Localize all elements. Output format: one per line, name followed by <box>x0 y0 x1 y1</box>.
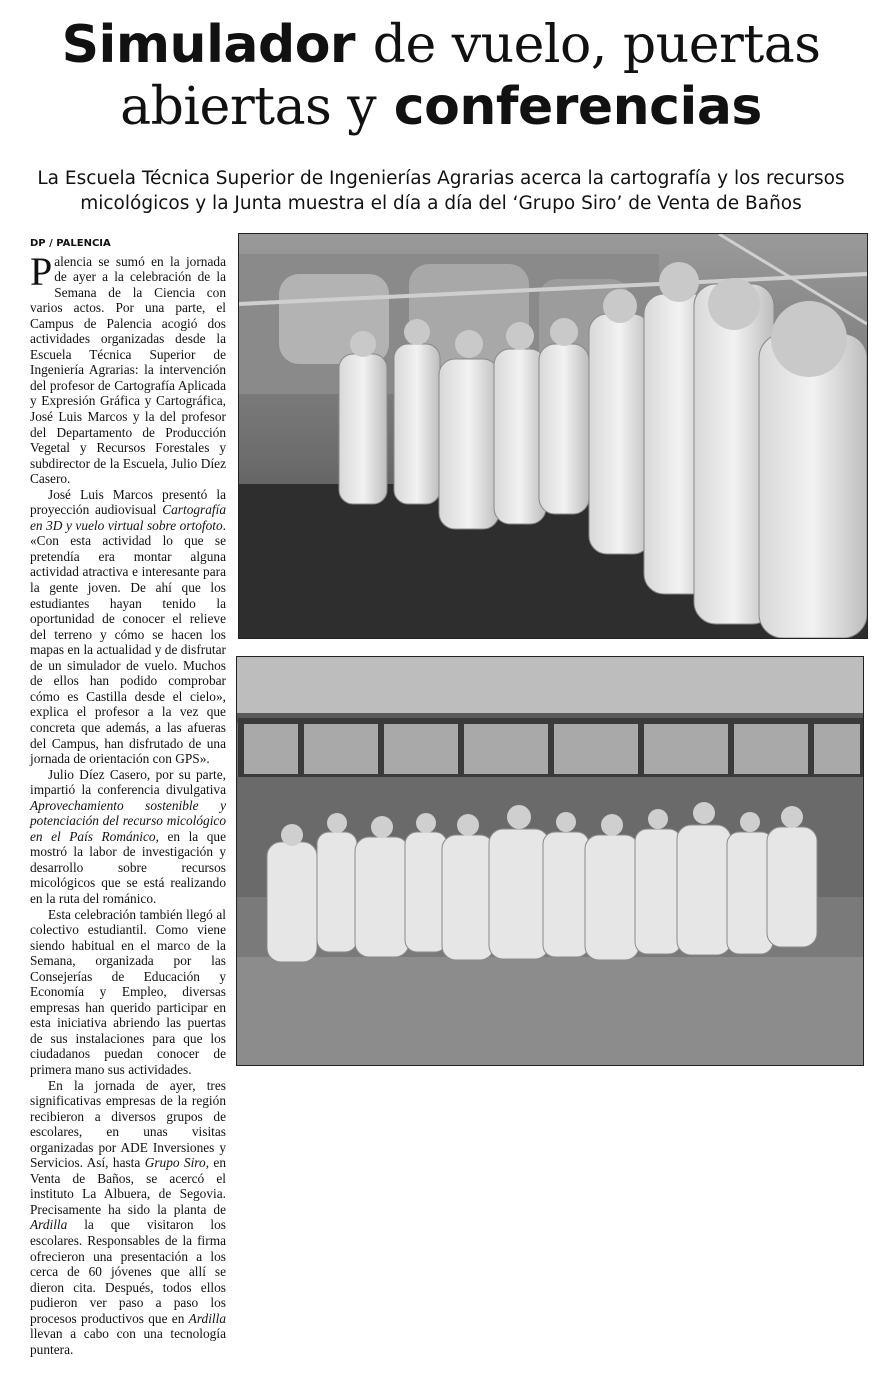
photo-factory-visit <box>238 233 868 639</box>
headline <box>20 14 862 138</box>
paragraph-5-text-c: la que visitaron los escolares. Responsables de la firma ofrecieron una presentación a los cerca de 60 jóvenes que allí se dieron cita. Después, todos ellos pudieron ver paso a paso los procesos productivos que en <box>30 1217 226 1326</box>
brand-name: Ardilla <box>30 1217 68 1233</box>
byline: DP / PALENCIA <box>30 238 111 249</box>
paragraph-3-text-a: Julio Díez Casero, por su parte, impartió la conferencia divulgativa <box>30 766 226 798</box>
headline-line1-rest: de vuelo, puertas <box>372 15 821 75</box>
headline-line2-bold: conferencias <box>393 77 762 137</box>
paragraph-1-text: alencia se sumó en la jornada de ayer a la celebración de la Semana de la Ciencia con varios actos. Por una parte, el Campus de Palencia acogió dos actividades organizadas desde la Escuela Técnica Superior de Ingeniería Agrarias: la intervención del profesor de Cartografía Aplicada y Expresión Gráfica y Cartográfica, José Luis Marcos y la del profesor del Departamento de Producción Vegetal y Recursos Forestales y subdirector de la Escuela, Julio Díez Casero. <box>30 253 226 487</box>
paragraph-3-title: Aprovechamiento sostenible y potenciación del recurso micológico en el País Románico <box>30 797 226 844</box>
paragraph-5-text-a: En la jornada de ayer, tres significativas empresas de la región recibieron a diversos grupos de escolares, en unas visitas organizadas por ADE Inversiones y Servicios. Así, hasta <box>30 1077 226 1171</box>
drop-cap: P <box>30 248 53 294</box>
photo-group-outside-image <box>237 657 863 1065</box>
paragraph-3-text-b: , en la que mostró la labor de investigación y desarrollo sobre recursos micológicos que se está realizando en la ruta del románico. <box>30 828 226 906</box>
article-body <box>30 236 226 1357</box>
paragraph-3 <box>30 767 226 907</box>
company-name: Grupo Siro <box>144 1155 206 1171</box>
brand-name-2: Ardilla <box>188 1310 226 1326</box>
subheadline: La Escuela Técnica Superior de Ingenierías Agrarias acerca la cartografía y los recursos micológicos y la Junta muestra el día a día del ‘Grupo Siro’ de Venta de Baños <box>37 168 845 214</box>
paragraph-5 <box>30 1078 226 1358</box>
paragraph-4: Esta celebración también llegó al colectivo estudiantil. Como viene siendo habitual en el marco de la Semana, organizada por las Consejerías de Educación y Economía y Empleo, diversas empresas han querido participar en esta iniciativa abriendo las puertas de sus instalaciones para que los ciudadanos puedan conocer de primera mano sus actividades. <box>30 906 226 1077</box>
paragraph-5-text-d: llevan a cabo con una tecnología puntera. <box>30 1326 226 1357</box>
paragraph-2-text-a: José Luis Marcos presentó la proyección audiovisual <box>30 486 226 518</box>
paragraph-2-text-b: . «Con esta actividad lo que se pretendía era montar alguna actividad atractiva e interesante para la gente joven. De ahí que los estudiantes hayan tenido la oportunidad de conocer el relieve del terreno y cómo se hacen los mapas en la actualidad y de disfrutar de un simulador de vuelo. Muchos de ellos han podido comprobar cómo es Castilla desde el cielo», explica el profesor a la vez que concreta que además, a las afueras del Campus, han disfrutado de una jornada de orientación con GPS». <box>30 517 226 767</box>
paragraph-2 <box>30 487 226 767</box>
paragraph-1 <box>30 248 226 487</box>
paragraph-5-text-b: , en Venta de Baños, se acercó el instituto La Albuera, de Segovia. Precisamente ha sido la planta de <box>30 1155 226 1217</box>
photo-factory-visit-image <box>239 234 867 638</box>
paragraph-2-title: Cartografía en 3D y vuelo virtual sobre ortofoto <box>30 502 226 533</box>
photo-group-outside <box>236 656 864 1066</box>
headline-line1-bold: Simulador <box>61 15 356 75</box>
headline-line2-rest: abiertas y <box>120 77 377 137</box>
